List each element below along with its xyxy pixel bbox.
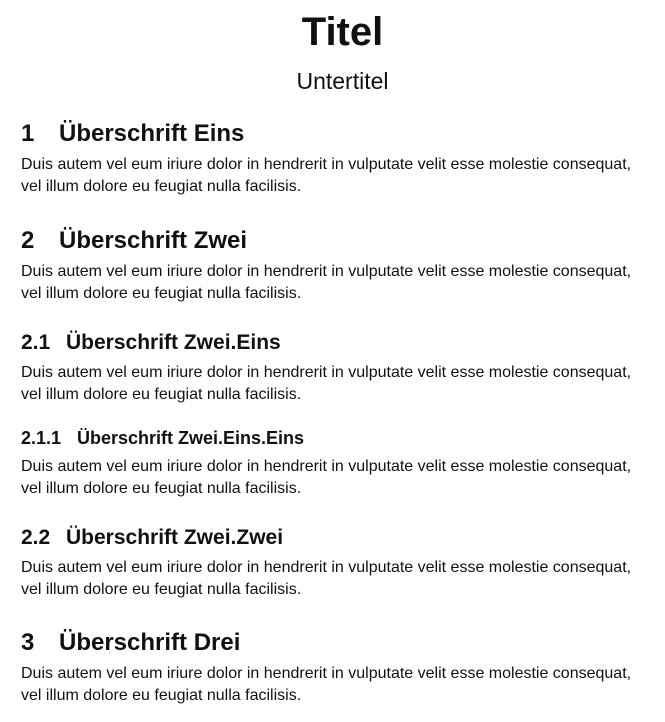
section-body-2: Duis autem vel eum iriure dolor in hendrerit in vulputate velit esse molestie consequat, vel illum dolore eu feugiat nulla facilisis. [21,263,632,302]
section-number: 2.1.1 [21,428,62,448]
section-number: 3 [21,629,35,656]
section-heading-1 [21,119,244,149]
section-heading-text: Überschrift Eins [59,120,245,147]
section-heading-text: Überschrift Zwei.Eins [66,331,281,354]
section-body-2-2: Duis autem vel eum iriure dolor in hendrerit in vulputate velit esse molestie consequat, vel illum dolore eu feugiat nulla facilisis. [21,559,632,598]
section-heading-text: Überschrift Zwei.Zwei [66,526,284,549]
document-subtitle: Untertitel [296,68,389,94]
section-heading-2-2 [21,525,283,551]
section-heading-text: Überschrift Drei [59,629,241,656]
section-heading-2-1 [21,330,281,356]
section-heading-2-1-1 [21,427,304,449]
section-number: 1 [21,120,35,147]
section-body-1: Duis autem vel eum iriure dolor in hendrerit in vulputate velit esse molestie consequat, vel illum dolore eu feugiat nulla facilisis. [21,156,632,195]
section-number: 2.1 [21,331,51,354]
document-title: Titel [301,10,384,54]
section-number: 2.2 [21,526,51,549]
section-heading-text: Überschrift Zwei.Eins.Eins [77,428,305,448]
section-number: 2 [21,227,35,254]
section-body-3: Duis autem vel eum iriure dolor in hendrerit in vulputate velit esse molestie consequat, vel illum dolore eu feugiat nulla facilisis. [21,665,632,704]
section-heading-3 [21,628,240,658]
section-body-2-1: Duis autem vel eum iriure dolor in hendrerit in vulputate velit esse molestie consequat, vel illum dolore eu feugiat nulla facilisis. [21,364,632,403]
section-heading-text: Überschrift Zwei [59,227,248,254]
section-heading-2 [21,226,247,256]
section-body-2-1-1: Duis autem vel eum iriure dolor in hendrerit in vulputate velit esse molestie consequat, vel illum dolore eu feugiat nulla facilisis. [21,458,632,497]
